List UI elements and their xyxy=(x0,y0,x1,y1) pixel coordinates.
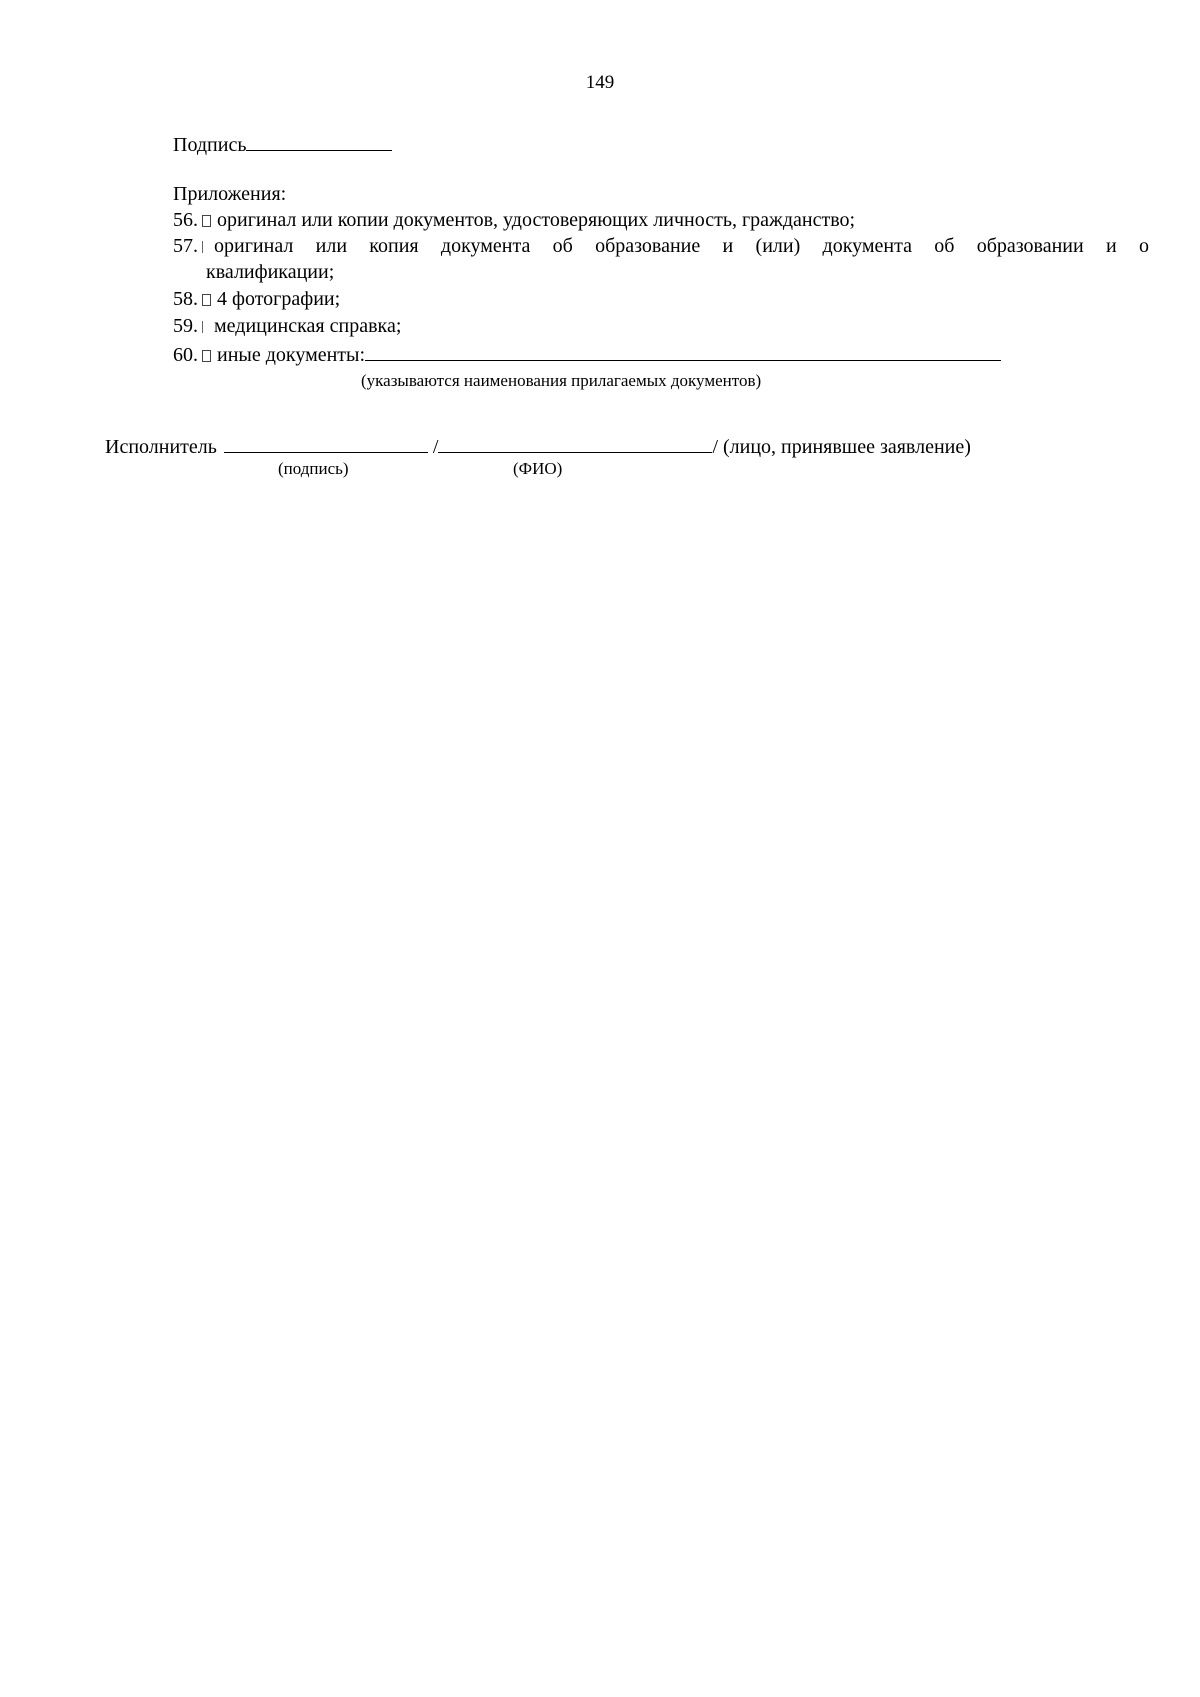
signature-field[interactable] xyxy=(246,130,392,151)
checkbox-icon[interactable] xyxy=(202,241,208,253)
item-text: иные документы: xyxy=(217,344,366,366)
item-text: оригинал или копии документов, удостоверяющих личность, гражданство; xyxy=(217,209,856,231)
page-number: 149 xyxy=(585,72,615,93)
checkbox-icon[interactable] xyxy=(202,215,211,227)
signature-row xyxy=(173,130,392,158)
attachment-item xyxy=(173,313,401,339)
item-text: медицинская справка; xyxy=(214,315,402,337)
item-text: оригинал или копия документа об образование и (или) документа об образовании и о xyxy=(214,235,1149,257)
executor-signature-caption: (подпись) xyxy=(278,459,349,478)
checkbox-icon[interactable] xyxy=(202,350,211,362)
item-text-continuation: квалификации; xyxy=(206,261,335,283)
other-documents-field[interactable] xyxy=(365,340,1001,361)
executor-label: Исполнитель xyxy=(105,436,217,458)
checkbox-icon[interactable] xyxy=(202,321,208,333)
item-number: 56. xyxy=(173,209,198,231)
item-number: 57. xyxy=(173,235,198,257)
executor-tail: / (лицо, принявшее заявление) xyxy=(712,436,971,458)
item-number: 58. xyxy=(173,288,198,310)
attachment-item xyxy=(173,207,855,233)
item-number: 59. xyxy=(173,315,198,337)
item-number: 60. xyxy=(173,344,198,366)
attachment-item xyxy=(173,286,340,312)
attachment-item xyxy=(173,340,1001,368)
item-text: 4 фотографии; xyxy=(217,288,341,310)
attachments-heading: Приложения: xyxy=(173,183,287,205)
executor-signature-field[interactable] xyxy=(224,432,428,453)
executor-row xyxy=(105,432,971,460)
signature-label: Подпись xyxy=(173,134,247,156)
attachment-item xyxy=(173,233,1149,259)
executor-fio-caption: (ФИО) xyxy=(513,459,563,478)
other-documents-caption: (указываются наименования прилагаемых документов) xyxy=(361,371,762,390)
checkbox-icon[interactable] xyxy=(202,294,211,306)
executor-slash: / xyxy=(432,436,439,458)
executor-fio-field[interactable] xyxy=(438,432,712,453)
